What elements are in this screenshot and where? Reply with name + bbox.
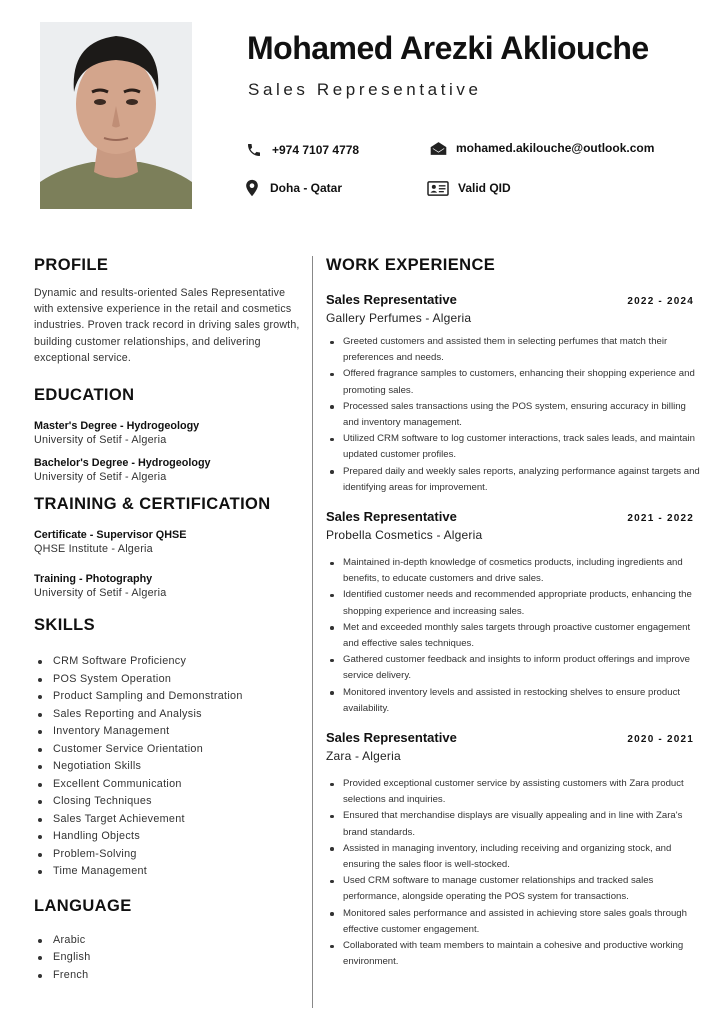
skill-item: Sales Reporting and Analysis	[34, 706, 302, 724]
job-bullet: Offered fragrance samples to customers, enhancing their shopping experience and promoting sales.	[326, 366, 704, 398]
job-bullet: Monitored inventory levels and assisted in restocking shelves to ensure product availability.	[326, 685, 704, 717]
job-title: Sales Representative	[326, 509, 457, 525]
training-institution: QHSE Institute - Algeria	[34, 543, 153, 556]
language-item: Arabic	[34, 932, 302, 950]
candidate-name: Mohamed Arezki Akliouche	[247, 30, 649, 66]
profile-photo	[40, 22, 192, 209]
job-entry	[326, 730, 704, 970]
skill-item: Handling Objects	[34, 828, 302, 846]
language-item: English	[34, 949, 302, 967]
skill-item: POS System Operation	[34, 671, 302, 689]
training-institution: University of Setif - Algeria	[34, 587, 167, 600]
job-dates: 2022 - 2024	[627, 296, 694, 307]
job-bullets	[326, 555, 704, 717]
job-bullet: Collaborated with team members to maintain a cohesive and productive working environment.	[326, 938, 704, 970]
skill-item: Excellent Communication	[34, 776, 302, 794]
job-bullet: Maintained in-depth knowledge of cosmetics products, including ingredients and benefits, to educate customers and drive sales.	[326, 555, 704, 587]
job-bullet: Greeted customers and assisted them in selecting perfumes that match their preferences and needs.	[326, 334, 704, 366]
job-company: Probella Cosmetics - Algeria	[326, 528, 483, 543]
training-item	[34, 528, 302, 556]
training-name: Training - Photography	[34, 573, 153, 586]
language-list	[34, 932, 302, 985]
education-item	[34, 456, 302, 484]
skill-item: Problem-Solving	[34, 846, 302, 864]
skill-item: Sales Target Achievement	[34, 811, 302, 829]
skills-list	[34, 653, 302, 881]
work-title: WORK EXPERIENCE	[326, 256, 496, 274]
job-bullet: Processed sales transactions using the POS system, ensuring accuracy in billing and inventory management.	[326, 399, 704, 431]
job-company: Zara - Algeria	[326, 749, 401, 764]
language-item: French	[34, 967, 302, 985]
job-bullets	[326, 334, 704, 496]
skill-item: CRM Software Proficiency	[34, 653, 302, 671]
contact-phone[interactable]	[245, 141, 359, 159]
candidate-role: Sales Representative	[248, 80, 482, 99]
job-bullet: Gathered customer feedback and insights to inform product offerings and improve service delivery.	[326, 652, 704, 684]
map-pin-icon	[243, 179, 261, 197]
skill-item: Closing Techniques	[34, 793, 302, 811]
skills-title: SKILLS	[34, 616, 96, 635]
skill-item: Inventory Management	[34, 723, 302, 741]
envelope-icon	[429, 139, 447, 157]
education-title: EDUCATION	[34, 386, 135, 405]
job-bullet: Provided exceptional customer service by assisting customers with Zara product selections and inquiries.	[326, 776, 704, 808]
education-degree: Master's Degree - Hydrogeology	[34, 420, 200, 433]
education-item	[34, 419, 302, 447]
location-text: Doha - Qatar	[270, 181, 343, 195]
job-bullet: Met and exceeded monthly sales targets through proactive customer engagement and effective sales techniques.	[326, 620, 704, 652]
training-item	[34, 572, 302, 600]
skill-item: Negotiation Skills	[34, 758, 302, 776]
skill-item: Time Management	[34, 863, 302, 881]
job-dates: 2020 - 2021	[627, 734, 694, 746]
job-bullets	[326, 776, 704, 970]
job-bullet: Used CRM software to manage customer relationships and tracked sales performance, alongside operating the POS system for transactions.	[326, 873, 704, 905]
phone-icon	[245, 141, 263, 159]
training-name: Certificate - Supervisor QHSE	[34, 529, 187, 542]
job-entry	[326, 509, 704, 717]
job-title: Sales Representative	[326, 730, 457, 746]
id-card-icon	[427, 179, 449, 197]
training-list	[34, 528, 302, 600]
id-status-text: Valid QID	[458, 181, 511, 195]
email-text: mohamed.akilouche@outlook.com	[456, 141, 655, 155]
skill-item: Customer Service Orientation	[34, 741, 302, 759]
phone-text: +974 7107 4778	[272, 143, 360, 157]
right-column	[326, 256, 704, 971]
contact-email[interactable]	[429, 139, 654, 157]
left-column	[34, 256, 302, 984]
contact-id	[427, 179, 511, 197]
job-company: Gallery Perfumes - Algeria	[326, 311, 472, 325]
job-bullet: Utilized CRM software to log customer interactions, track sales leads, and maintain updated customer profiles.	[326, 431, 704, 463]
skill-item: Product Sampling and Demonstration	[34, 688, 302, 706]
job-title: Sales Representative	[326, 292, 457, 307]
avatar	[40, 22, 192, 209]
profile-title: PROFILE	[34, 256, 109, 274]
job-entry	[326, 292, 704, 496]
education-institution: University of Setif - Algeria	[34, 434, 167, 447]
contact-location	[243, 179, 342, 197]
job-bullet: Monitored sales performance and assisted in achieving store sales goals through effective customer engagement.	[326, 906, 704, 938]
job-dates: 2021 - 2022	[627, 513, 694, 525]
job-bullet: Assisted in managing inventory, including receiving and organizing stock, and ensuring the sales floor is well-stocked.	[326, 841, 704, 873]
education-institution: University of Setif - Algeria	[34, 471, 167, 484]
education-list	[34, 419, 302, 484]
profile-text: Dynamic and results-oriented Sales Representative with extensive experience in the retail and cosmetics industries. Proven track record in driving sales growth, building customer relationships, and delivering exceptional service.	[34, 287, 300, 364]
language-title: LANGUAGE	[34, 896, 132, 915]
column-divider	[312, 256, 313, 1008]
training-title: TRAINING & CERTIFICATION	[34, 495, 271, 514]
job-bullet: Identified customer needs and recommended appropriate products, enhancing the shopping experience and increasing sales.	[326, 587, 704, 619]
job-bullet: Ensured that merchandise displays are visually appealing and in line with Zara's brand standards.	[326, 808, 704, 840]
job-bullet: Prepared daily and weekly sales reports, analyzing performance against targets and identifying areas for improvement.	[326, 464, 704, 496]
education-degree: Bachelor's Degree - Hydrogeology	[34, 457, 211, 470]
